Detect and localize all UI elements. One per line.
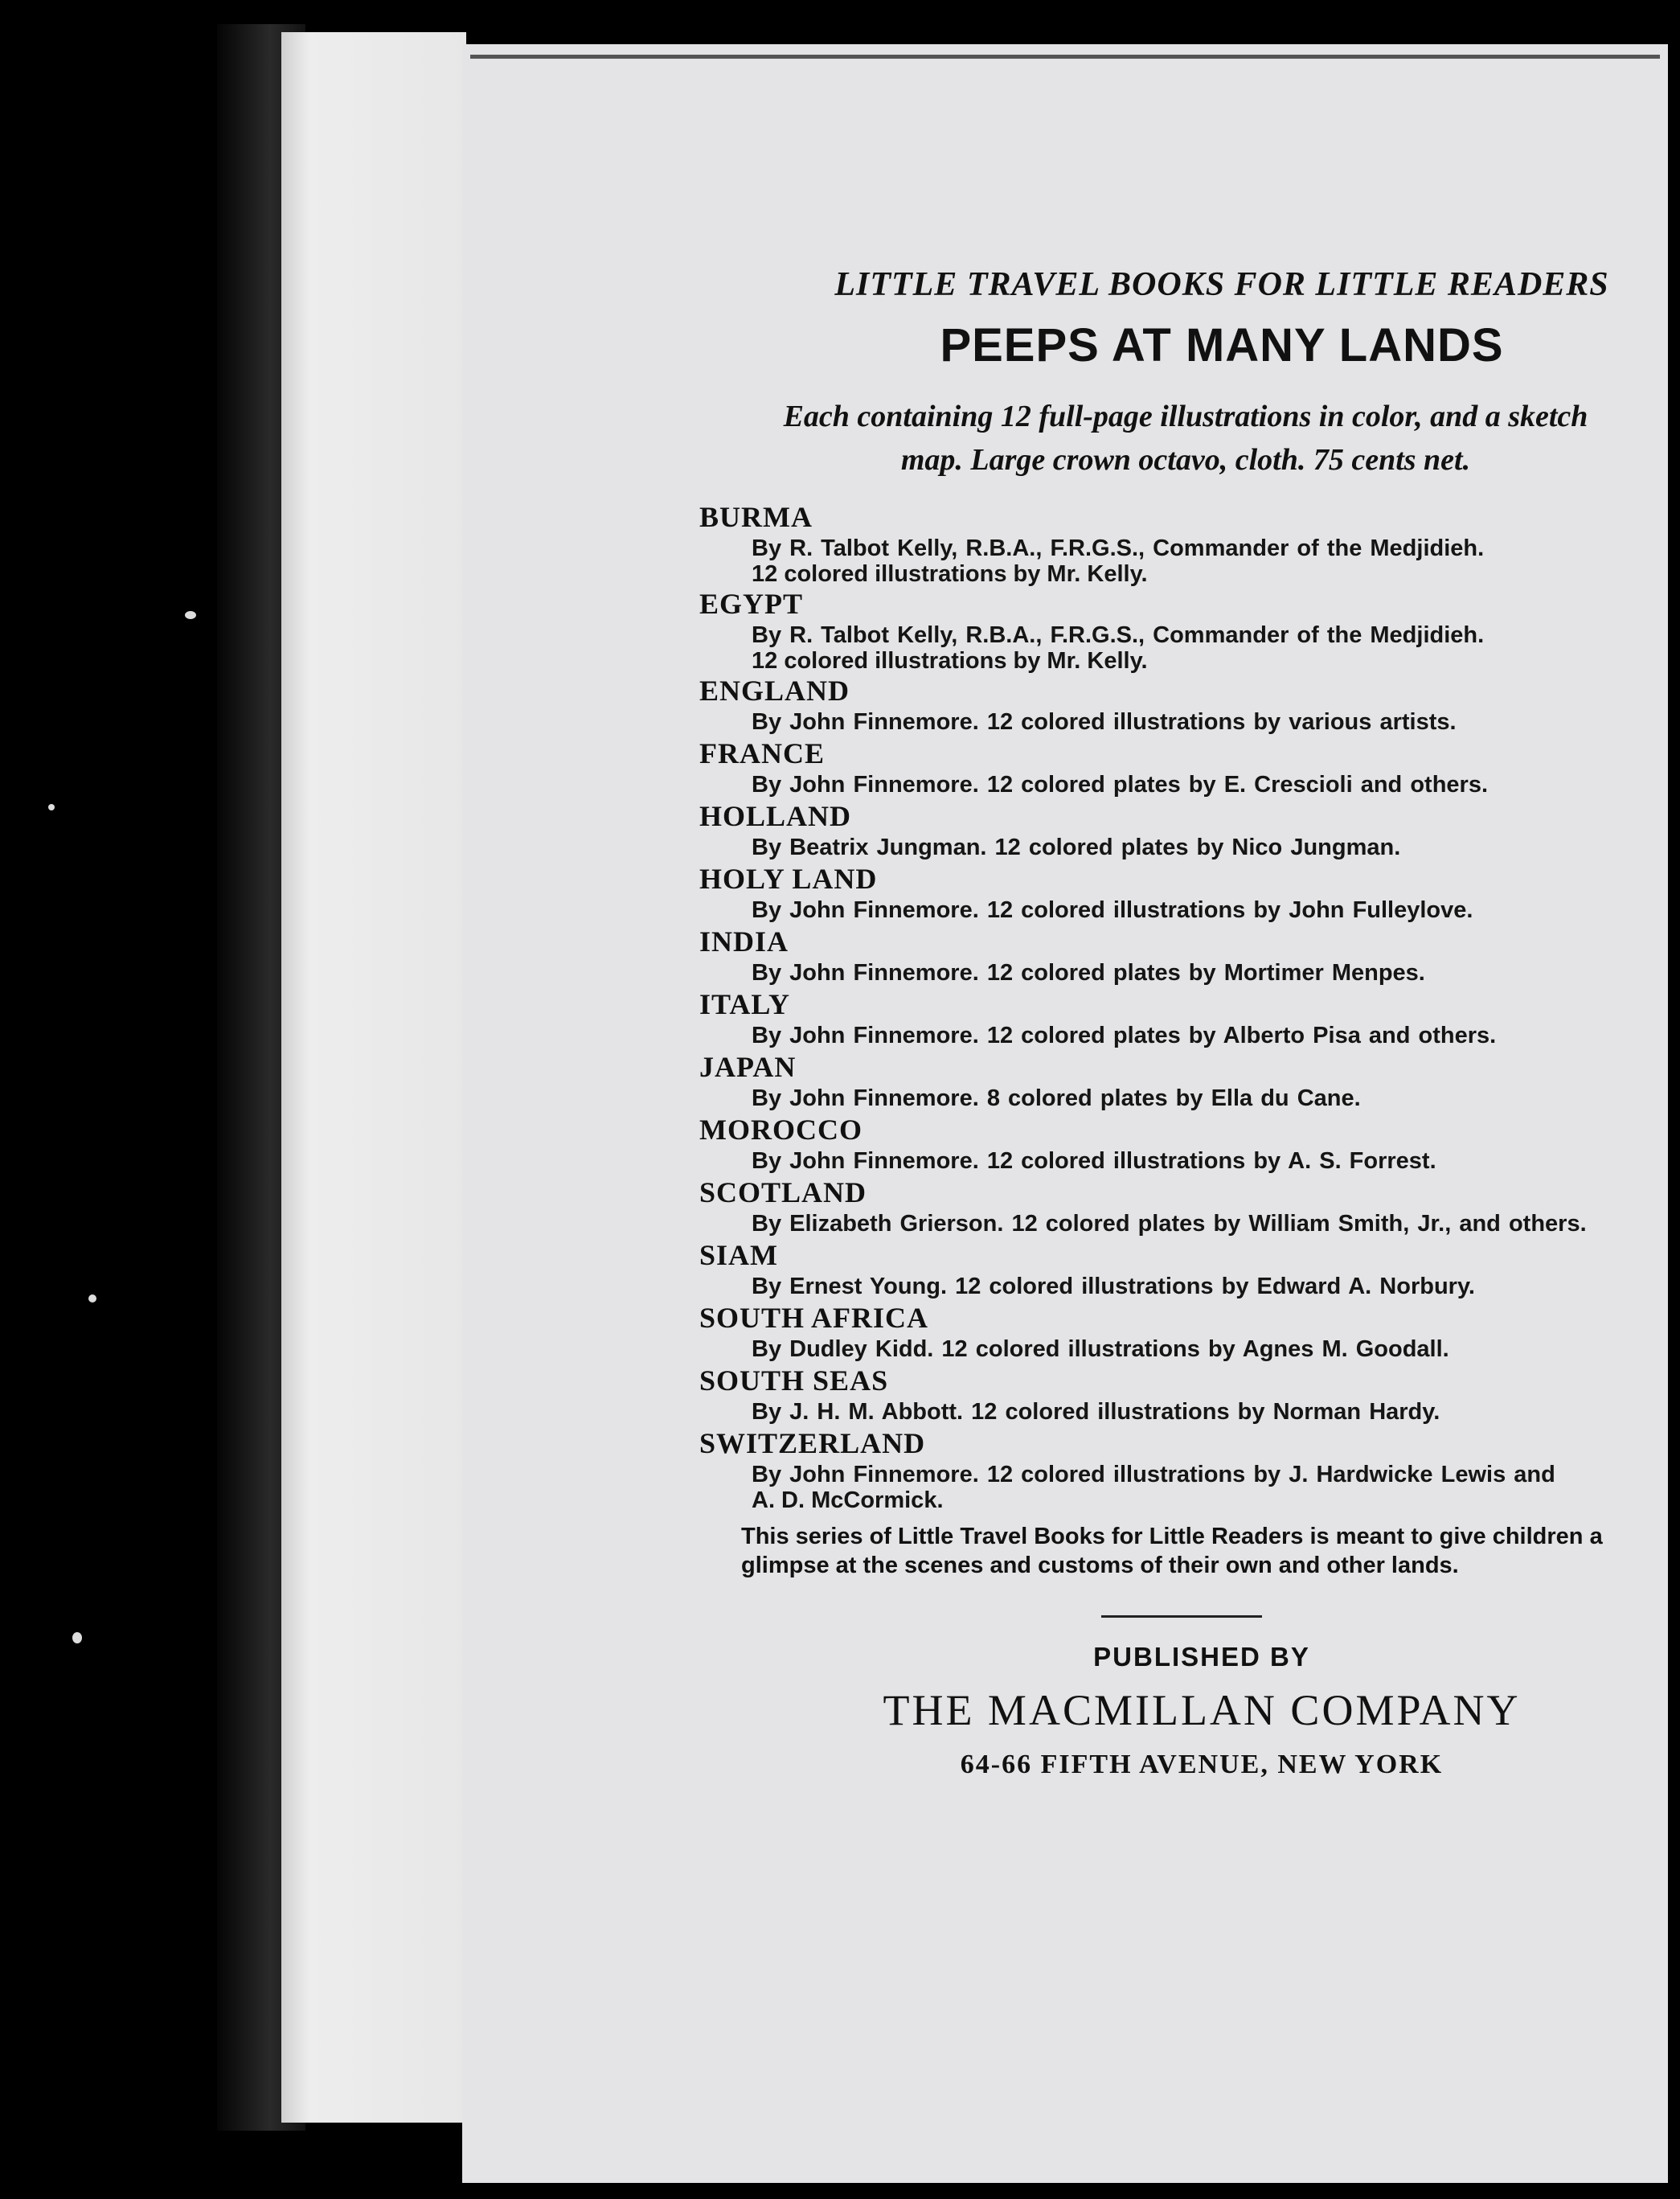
book-entry [699,673,1672,736]
country-title: MOROCCO [699,1114,863,1146]
dust-speck [48,804,55,810]
top-rule [470,55,1660,59]
page-edge [281,32,466,2123]
author-line: By John Finnemore. 12 colored illustrations by various artists. [752,709,1457,735]
book-entry [699,1426,1672,1512]
book-entry [699,1237,1672,1300]
author-line: By John Finnemore. 12 colored plates by Mortimer Menpes. [752,960,1425,986]
author-line: By Dudley Kidd. 12 colored illustrations by Agnes M. Goodall. [752,1336,1449,1362]
book-entry [699,1112,1672,1175]
illustration-line: 12 colored illustrations by Mr. Kelly. [752,648,1148,674]
country-title: JAPAN [699,1051,797,1083]
country-title: ENGLAND [699,675,850,707]
book-entry [699,798,1672,861]
author-line: By Elizabeth Grierson. 12 colored plates by William Smith, Jr., and others. [752,1211,1587,1237]
author-line: By John Finnemore. 12 colored illustrations by A. S. Forrest. [752,1148,1436,1174]
book-entry [699,736,1672,798]
author-line: By J. H. M. Abbott. 12 colored illustrations by Norman Hardy. [752,1399,1440,1425]
publisher-name: THE MACMILLAN COMPANY [883,1686,1521,1734]
book-entry [699,1049,1672,1112]
country-title: ITALY [699,988,791,1020]
country-title: SWITZERLAND [699,1427,926,1459]
book-entry [699,1300,1672,1363]
book-entry [699,586,1672,673]
country-title: INDIA [699,925,789,958]
description [699,395,1672,482]
author-line: By John Finnemore. 12 colored plates by Alberto Pisa and others. [752,1023,1497,1048]
book-entry [699,1363,1672,1426]
page-title: PEEPS AT MANY LANDS [940,319,1504,371]
author-line: By John Finnemore. 12 colored illustrations by John Fulleylove. [752,897,1473,923]
illustration-line: A. D. McCormick. [752,1487,944,1513]
country-title: FRANCE [699,737,825,769]
author-line: By R. Talbot Kelly, R.B.A., F.R.G.S., Commander of the Medjidieh. [752,535,1485,561]
book-entry [699,924,1672,987]
book-entry [699,987,1672,1049]
series-line: LITTLE TRAVEL BOOKS FOR LITTLE READERS [834,266,1609,303]
country-title: BURMA [699,501,813,533]
author-line: By R. Talbot Kelly, R.B.A., F.R.G.S., Commander of the Medjidieh. [752,622,1485,648]
country-title: HOLLAND [699,800,852,832]
divider [1101,1615,1262,1618]
book-entry [699,1175,1672,1237]
dust-speck [88,1294,96,1303]
book-entry [699,499,1672,586]
author-line: By Beatrix Jungman. 12 colored plates by Nico Jungman. [752,835,1401,860]
publisher-address: 64-66 FIFTH AVENUE, NEW YORK [960,1750,1444,1779]
author-line: By John Finnemore. 12 colored plates by E. Crescioli and others. [752,772,1489,798]
illustration-line: 12 colored illustrations by Mr. Kelly. [752,561,1148,587]
book-entry [699,861,1672,924]
country-title: SCOTLAND [699,1176,867,1208]
author-line: By Ernest Young. 12 colored illustrations by Edward A. Norbury. [752,1274,1475,1299]
author-line: By John Finnemore. 12 colored illustrations by J. Hardwicke Lewis and [752,1462,1555,1487]
author-line: By John Finnemore. 8 colored plates by Ella du Cane. [752,1085,1361,1111]
country-title: SOUTH SEAS [699,1364,889,1397]
advertisement-content [699,265,1672,1780]
series-note: This series of Little Travel Books for Little Readers is meant to give children a glimpse at the scenes and customs of their own and other lands. [741,1524,1603,1578]
country-title: EGYPT [699,588,804,620]
description-line: map. Large crown octavo, cloth. 75 cents net. [900,443,1471,477]
country-title: HOLY LAND [699,863,878,895]
dust-speck [72,1632,82,1643]
dust-speck [185,611,196,619]
country-title: SIAM [699,1239,779,1271]
description-line: Each containing 12 full-page illustrations in color, and a sketch [783,400,1588,433]
published-by: PUBLISHED BY [1093,1642,1310,1672]
book-list [699,499,1672,1512]
country-title: SOUTH AFRICA [699,1302,929,1334]
